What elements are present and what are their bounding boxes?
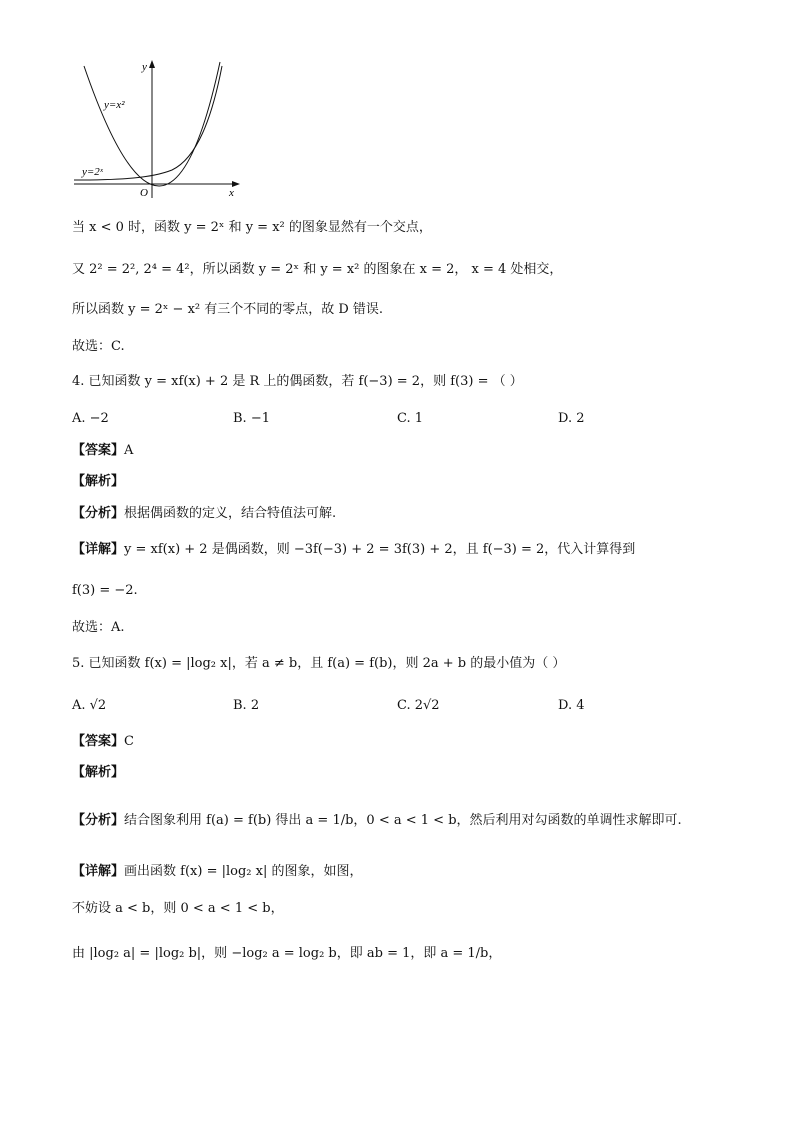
q5-answer: [72, 733, 134, 751]
q5-xiangjie-text-1: 画出函数 f(x) = |log₂ x| 的图象，如图，: [124, 864, 363, 879]
q4-answer-tag: 【答案】: [72, 443, 125, 458]
q5-fenxi-text: 结合图象利用 f(a) = f(b) 得出 a = 1/b，0 < a < 1 < b，然后利用对勾函数的单调性求解即可.: [124, 813, 682, 828]
q4-stem: 4. 已知函数 y = xf(x) + 2 是 R 上的偶函数，若 f(−3) = 2，则 f(3) = （ ）: [72, 374, 523, 389]
q5-answer-tag: 【答案】: [72, 734, 125, 749]
q4-fenxi-text: 根据偶函数的定义，结合特值法可解.: [124, 506, 337, 521]
text-line-2: 又 2² = 2², 2⁴ = 4²，所以函数 y = 2ˣ 和 y = x² 的图象在 x = 2， x = 4 处相交，: [72, 262, 563, 277]
q4-option-c: C. 1: [397, 411, 424, 426]
y-axis-label: y: [142, 61, 147, 73]
q5-xiangjie-tag: 【详解】: [72, 864, 125, 879]
q5-xiangjie-text-2: 不妨设 a < b，则 0 < a < 1 < b，: [72, 901, 284, 916]
q5-option-d: D. 4: [558, 698, 585, 713]
exponential-curve: [74, 66, 222, 180]
q5-fenxi-tag: 【分析】: [72, 813, 125, 828]
q4-option-a: A. −2: [72, 411, 109, 426]
q5-analysis-label: 【解析】: [72, 765, 125, 780]
q5-option-b: B. 2: [233, 698, 260, 713]
q4-xiangjie-text-2: f(3) = −2.: [72, 583, 138, 598]
q5-answer-value: C: [124, 734, 134, 749]
q4-fenxi: [72, 505, 336, 523]
q4-analysis-tag: [72, 473, 124, 491]
q4-answer-value: A: [124, 443, 134, 458]
q4-option-d: D. 2: [558, 411, 585, 426]
q4-fenxi-tag: 【分析】: [72, 506, 125, 521]
q4-answer: [72, 442, 133, 460]
q4-xiangjie-tag: 【详解】: [72, 542, 125, 557]
q5-xiangjie: [72, 863, 362, 881]
exponential-label: y=2ˣ: [82, 166, 103, 178]
q5-option-a: A. √2: [72, 698, 107, 713]
q4-option-b: B. −1: [233, 411, 270, 426]
q5-fenxi: [72, 812, 682, 830]
q5-stem: 5. 已知函数 f(x) = |log₂ x|，若 a ≠ b，且 f(a) = f(b)，则 2a + b 的最小值为（ ）: [72, 656, 566, 671]
text-line-4: 故选：C.: [72, 339, 125, 354]
x-axis-label: x: [229, 187, 234, 199]
function-graph: [72, 58, 247, 200]
text-line-1: 当 x < 0 时，函数 y = 2ˣ 和 y = x² 的图象显然有一个交点，: [72, 220, 432, 235]
text-line-3: 所以函数 y = 2ˣ − x² 有三个不同的零点，故 D 错误.: [72, 302, 384, 317]
q5-analysis-tag: [72, 764, 124, 782]
q5-option-c: C. 2√2: [397, 698, 440, 713]
q4-xiangjie-text-1: y = xf(x) + 2 是偶函数，则 −3f(−3) + 2 = 3f(3) + 2，且 f(−3) = 2，代入计算得到: [124, 542, 636, 557]
q4-choose: 故选：A.: [72, 620, 125, 635]
q5-xiangjie-text-3: 由 |log₂ a| = |log₂ b|，则 −log₂ a = log₂ b，即 ab = 1，即 a = 1/b，: [72, 946, 502, 961]
y-axis-arrow-icon: [149, 60, 155, 68]
q4-analysis-label: 【解析】: [72, 474, 125, 489]
origin-label: O: [140, 187, 148, 199]
parabola-label: y=x²: [104, 99, 125, 111]
q4-xiangjie: [72, 541, 635, 559]
